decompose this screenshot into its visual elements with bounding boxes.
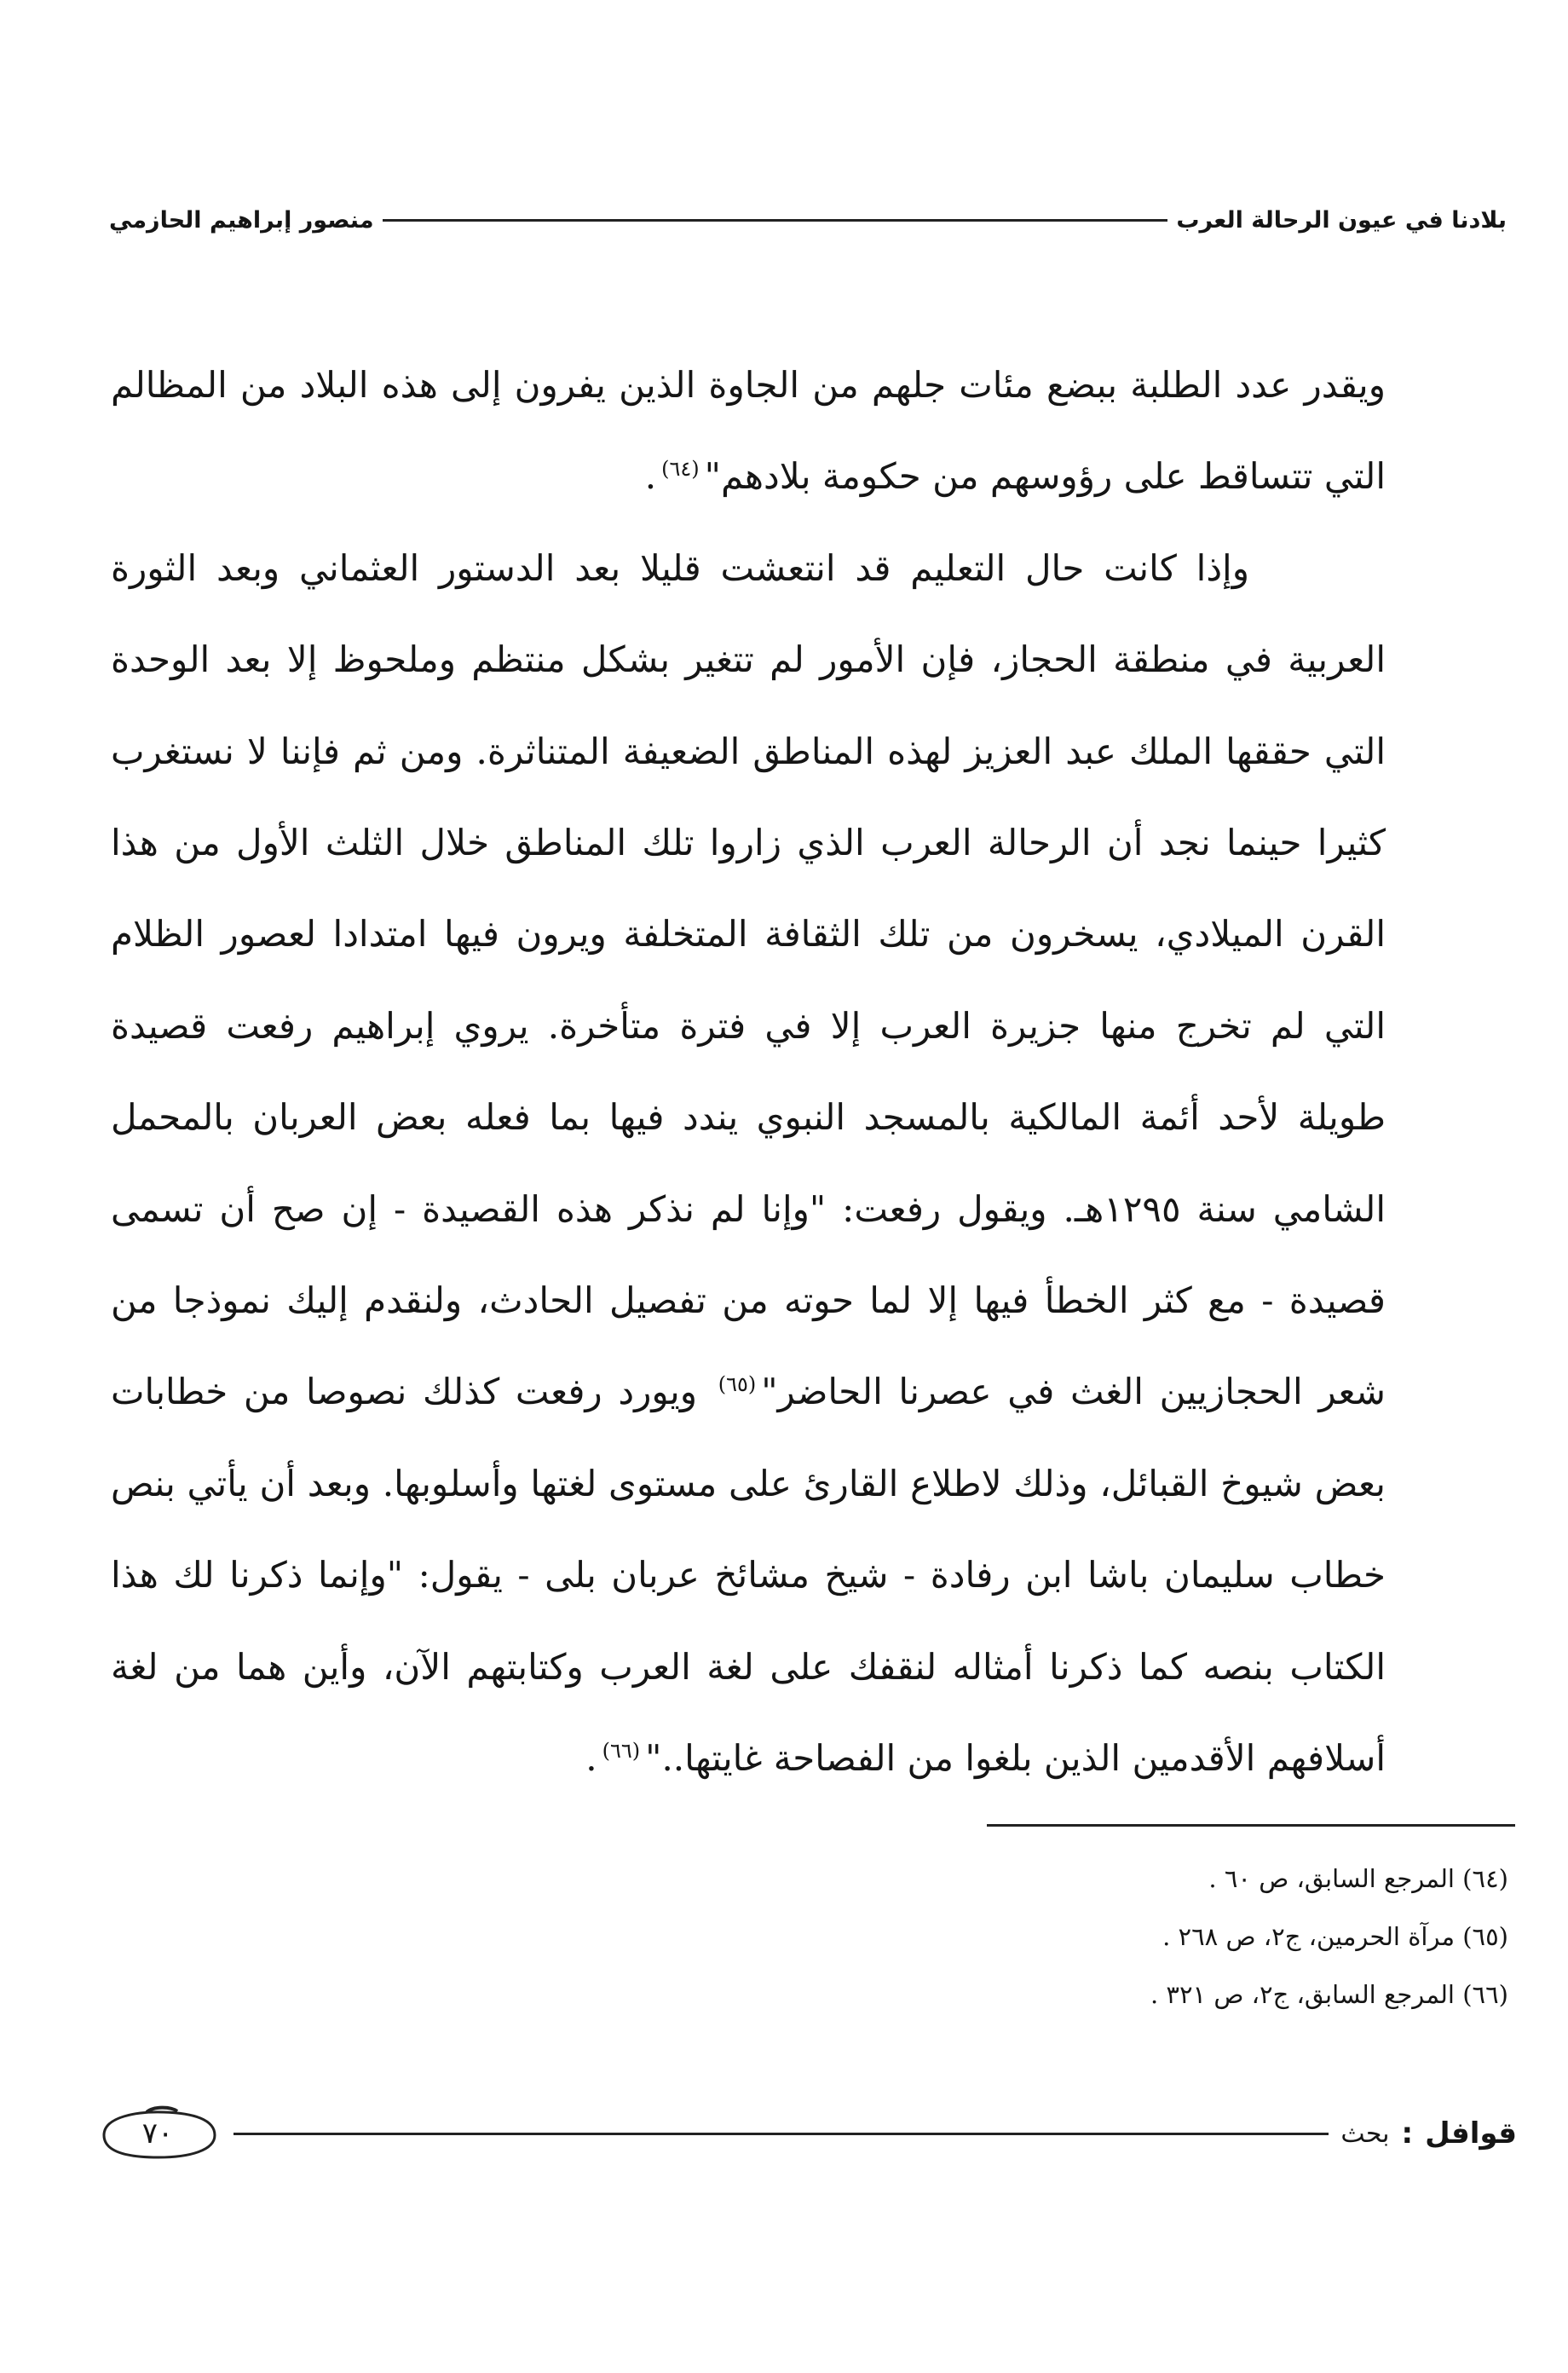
paragraph-2-text-b: ويورد رفعت كذلك نصوصا من خطابات بعض شيوخ القبائل، وذلك لاطلاع القارئ على مستوى لغتها وأسلوبها. وبعد أن يأتي بنص خطاب سليمان باشا ابن رفادة - شيخ مشائخ عربان بلى - يقول: "وإنما ذكرنا لك هذا الكتاب بنصه كما ذكرنا أمثاله لنقفك على لغة العرب وكتابتهم الآن، وأين هما من لغة أسلافهم الأقدمين الذين بلغوا من الفصاحة غايتها..": [111, 1371, 1386, 1780]
footer-rule: [233, 2133, 1329, 2135]
paragraph-2-text-a: وإذا كانت حال التعليم قد انتعشت قليلا بعد الدستور العثماني وبعد الثورة العربية في منطقة الحجاز، فإن الأمور لم تتغير بشكل منتظم وملحوظ إلا بعد الوحدة التي حققها الملك عبد العزيز لهذه المناطق الضعيفة المتناثرة. ومن ثم فإننا لا نستغرب كثيرا حينما نجد أن الرحالة العرب الذي زاروا تلك المناطق خلال الثلث الأول من هذا القرن الميلادي، يسخرون من تلك الثقافة المتخلفة ويرون فيها امتدادا لعصور الظلام التي لم تخرج منها جزيرة العرب إلا في فترة متأخرة. يروي إبراهيم رفعت قصيدة طويلة لأحد أئمة المالكية بالمسجد النبوي يندد فيها بما فعله بعض العربان بالمحمل الشامي سنة ١٢٩٥هـ. ويقول رفعت: "وإنا لم نذكر هذه القصيدة - إن صح أن تسمى قصيدة - مع كثر الخطأ فيها إلا لما حوته من تفصيل الحادث، ولنقدم إليك نموذجا من شعر الحجازيين الغث في عصرنا الحاضر": [111, 546, 1386, 1413]
page-footer: [94, 2104, 1517, 2163]
paragraph-2: وإذا كانت حال التعليم قد انتعشت قليلا بعد الدستور العثماني وبعد الثورة العربية في منطقة الحجاز، فإن الأمور لم تتغير بشكل منتظم وملحوظ إلا بعد الوحدة التي حققها الملك عبد العزيز لهذه المناطق الضعيفة المتناثرة. ومن ثم فإننا لا نستغرب كثيرا حينما نجد أن الرحالة العرب الذي زاروا تلك المناطق خلال الثلث الأول من هذا القرن الميلادي، يسخرون من تلك الثقافة المتخلفة ويرون فيها امتدادا لعصور الظلام التي لم تخرج منها جزيرة العرب إلا في فترة متأخرة. يروي إبراهيم رفعت قصيدة طويلة لأحد أئمة المالكية بالمسجد النبوي يندد فيها بما فعله بعض العربان بالمحمل الشامي سنة ١٢٩٥هـ. ويقول رفعت: "وإنا لم نذكر هذه القصيدة - إن صح أن تسمى قصيدة - مع كثر الخطأ فيها إلا لما حوته من تفصيل الحادث، ولنقدم إليك نموذجا من شعر الحجازيين الغث في عصرنا الحاضر"$^{(٦٥)}$ ويورد رفعت كذلك نصوصا من خطابات بعض شيوخ القبائل، وذلك لاطلاع القارئ على مستوى لغتها وأسلوبها. وبعد أن يأتي بنص خطاب سليمان باشا ابن رفادة - شيخ مشائخ عربان بلى - يقول: "وإنما ذكرنا لك هذا الكتاب بنصه كما ذكرنا أمثاله لنقفك على لغة العرب وكتابتهم الآن، وأين هما من لغة أسلافهم الأقدمين الذين بلغوا من الفصاحة غايتها.."$^{(٦٦)}$.: [111, 546, 1386, 1780]
page-number: ٧٠: [141, 2116, 174, 2151]
footnote-ref-66: (٦٦): [602, 1739, 641, 1764]
main-text: [111, 339, 1386, 1804]
footnotes: [852, 1850, 1508, 2024]
header-rule: [383, 219, 1168, 222]
footnote-64: (٦٤) المرجع السابق، ص ٦٠ .: [1208, 1864, 1508, 1893]
paragraph-1-text: ويقدر عدد الطلبة ببضع مئات جلهم من الجاوة الذين يفرون إلى هذه البلاد من المظالم التي تتساقط على رؤوسهم من حكومة بلادهم": [111, 364, 1386, 498]
footnote-ref-64: (٦٤): [661, 457, 700, 482]
footnote-65: (٦٥) مرآة الحرمين، ج٢، ص ٢٦٨ .: [1162, 1922, 1508, 1951]
footer-separator: :: [1401, 2116, 1414, 2151]
footnote-ref-65: (٦٥): [718, 1372, 757, 1397]
paragraph-1: ويقدر عدد الطلبة ببضع مئات جلهم من الجاوة الذين يفرون إلى هذه البلاد من المظالم التي تتساقط على رؤوسهم من حكومة بلادهم"$^{(٦٤)}$.: [111, 364, 1386, 498]
page-number-badge: [94, 2103, 222, 2164]
running-header: [109, 194, 1507, 245]
footer-section: بحث: [1340, 2118, 1390, 2149]
header-book-title: بلادنا في عيون الرحالة العرب: [1176, 206, 1507, 234]
footnote-66: (٦٦) المرجع السابق، ج٢، ص ٣٢١ .: [1150, 1980, 1508, 2009]
footnote-separator: [987, 1824, 1515, 1827]
footer-journal-name: قوافل: [1425, 2116, 1517, 2151]
header-author: منصور إبراهيم الحازمي: [109, 206, 374, 234]
